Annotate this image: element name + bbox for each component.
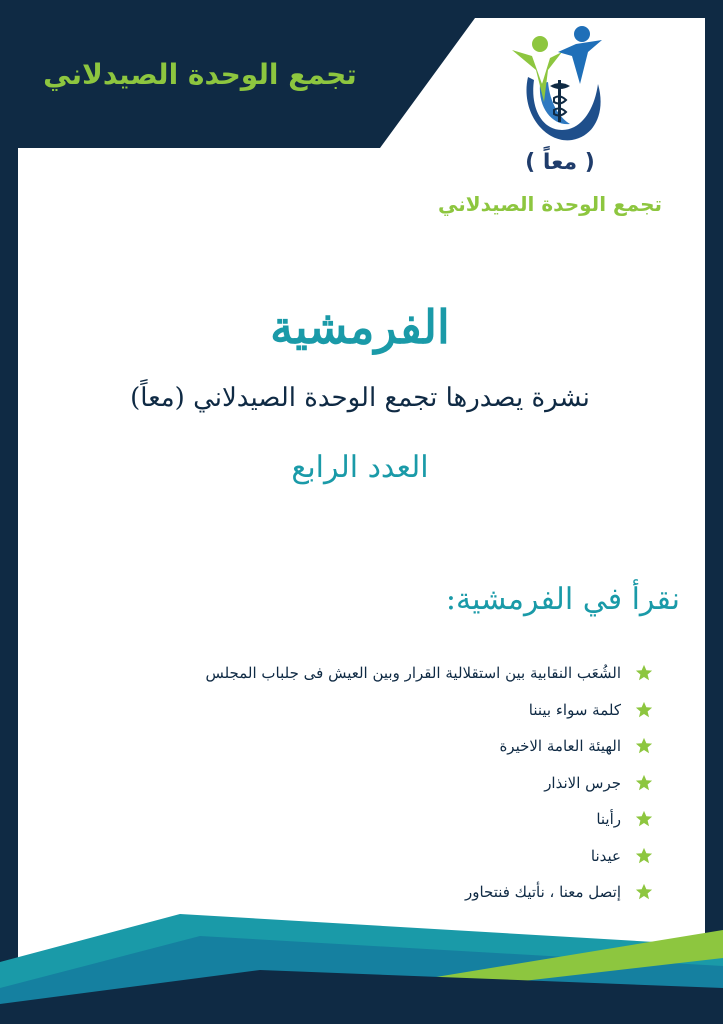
list-item (173, 655, 653, 692)
star-icon (635, 810, 653, 828)
contents-item-text: رأينا (596, 810, 621, 829)
org-name: تجمع الوحدة الصيدلاني (437, 192, 663, 216)
star-icon (635, 701, 653, 719)
list-item (173, 801, 653, 838)
list-item (173, 765, 653, 802)
contents-item-text: عيدنا (590, 846, 621, 865)
list-item (173, 838, 653, 875)
publication-issue: العدد الرابع (291, 450, 429, 485)
star-icon (635, 847, 653, 865)
star-icon (635, 883, 653, 901)
list-item (173, 728, 653, 765)
footer-waves (0, 900, 723, 1024)
publication-title: الفرمشية (270, 300, 450, 354)
contents-item-text: كلمة سواء بيننا (528, 700, 621, 719)
logo-caption: ( معاً ) (525, 150, 595, 175)
list-item (173, 692, 653, 729)
star-icon (635, 664, 653, 682)
star-icon (635, 774, 653, 792)
publication-subtitle: نشرة يصدرها تجمع الوحدة الصيدلاني (معاً) (130, 383, 590, 413)
contents-item-text: جرس الانذار (544, 773, 621, 792)
contents-list (173, 655, 653, 911)
contents-item-text: الشُعَب النقابية بين استقلالية القرار وبين العيش فى جلباب المجلس (205, 664, 621, 683)
banner-title: تجمع الوحدة الصيدلاني (43, 58, 357, 91)
pharmacy-logo (510, 22, 610, 152)
contents-item-text: إتصل معنا ، نأتيك فنتحاور (464, 883, 621, 902)
contents-heading: نقرأ في الفرمشية: (445, 582, 680, 617)
contents-item-text: الهيئة العامة الاخيرة (499, 737, 621, 756)
star-icon (635, 737, 653, 755)
